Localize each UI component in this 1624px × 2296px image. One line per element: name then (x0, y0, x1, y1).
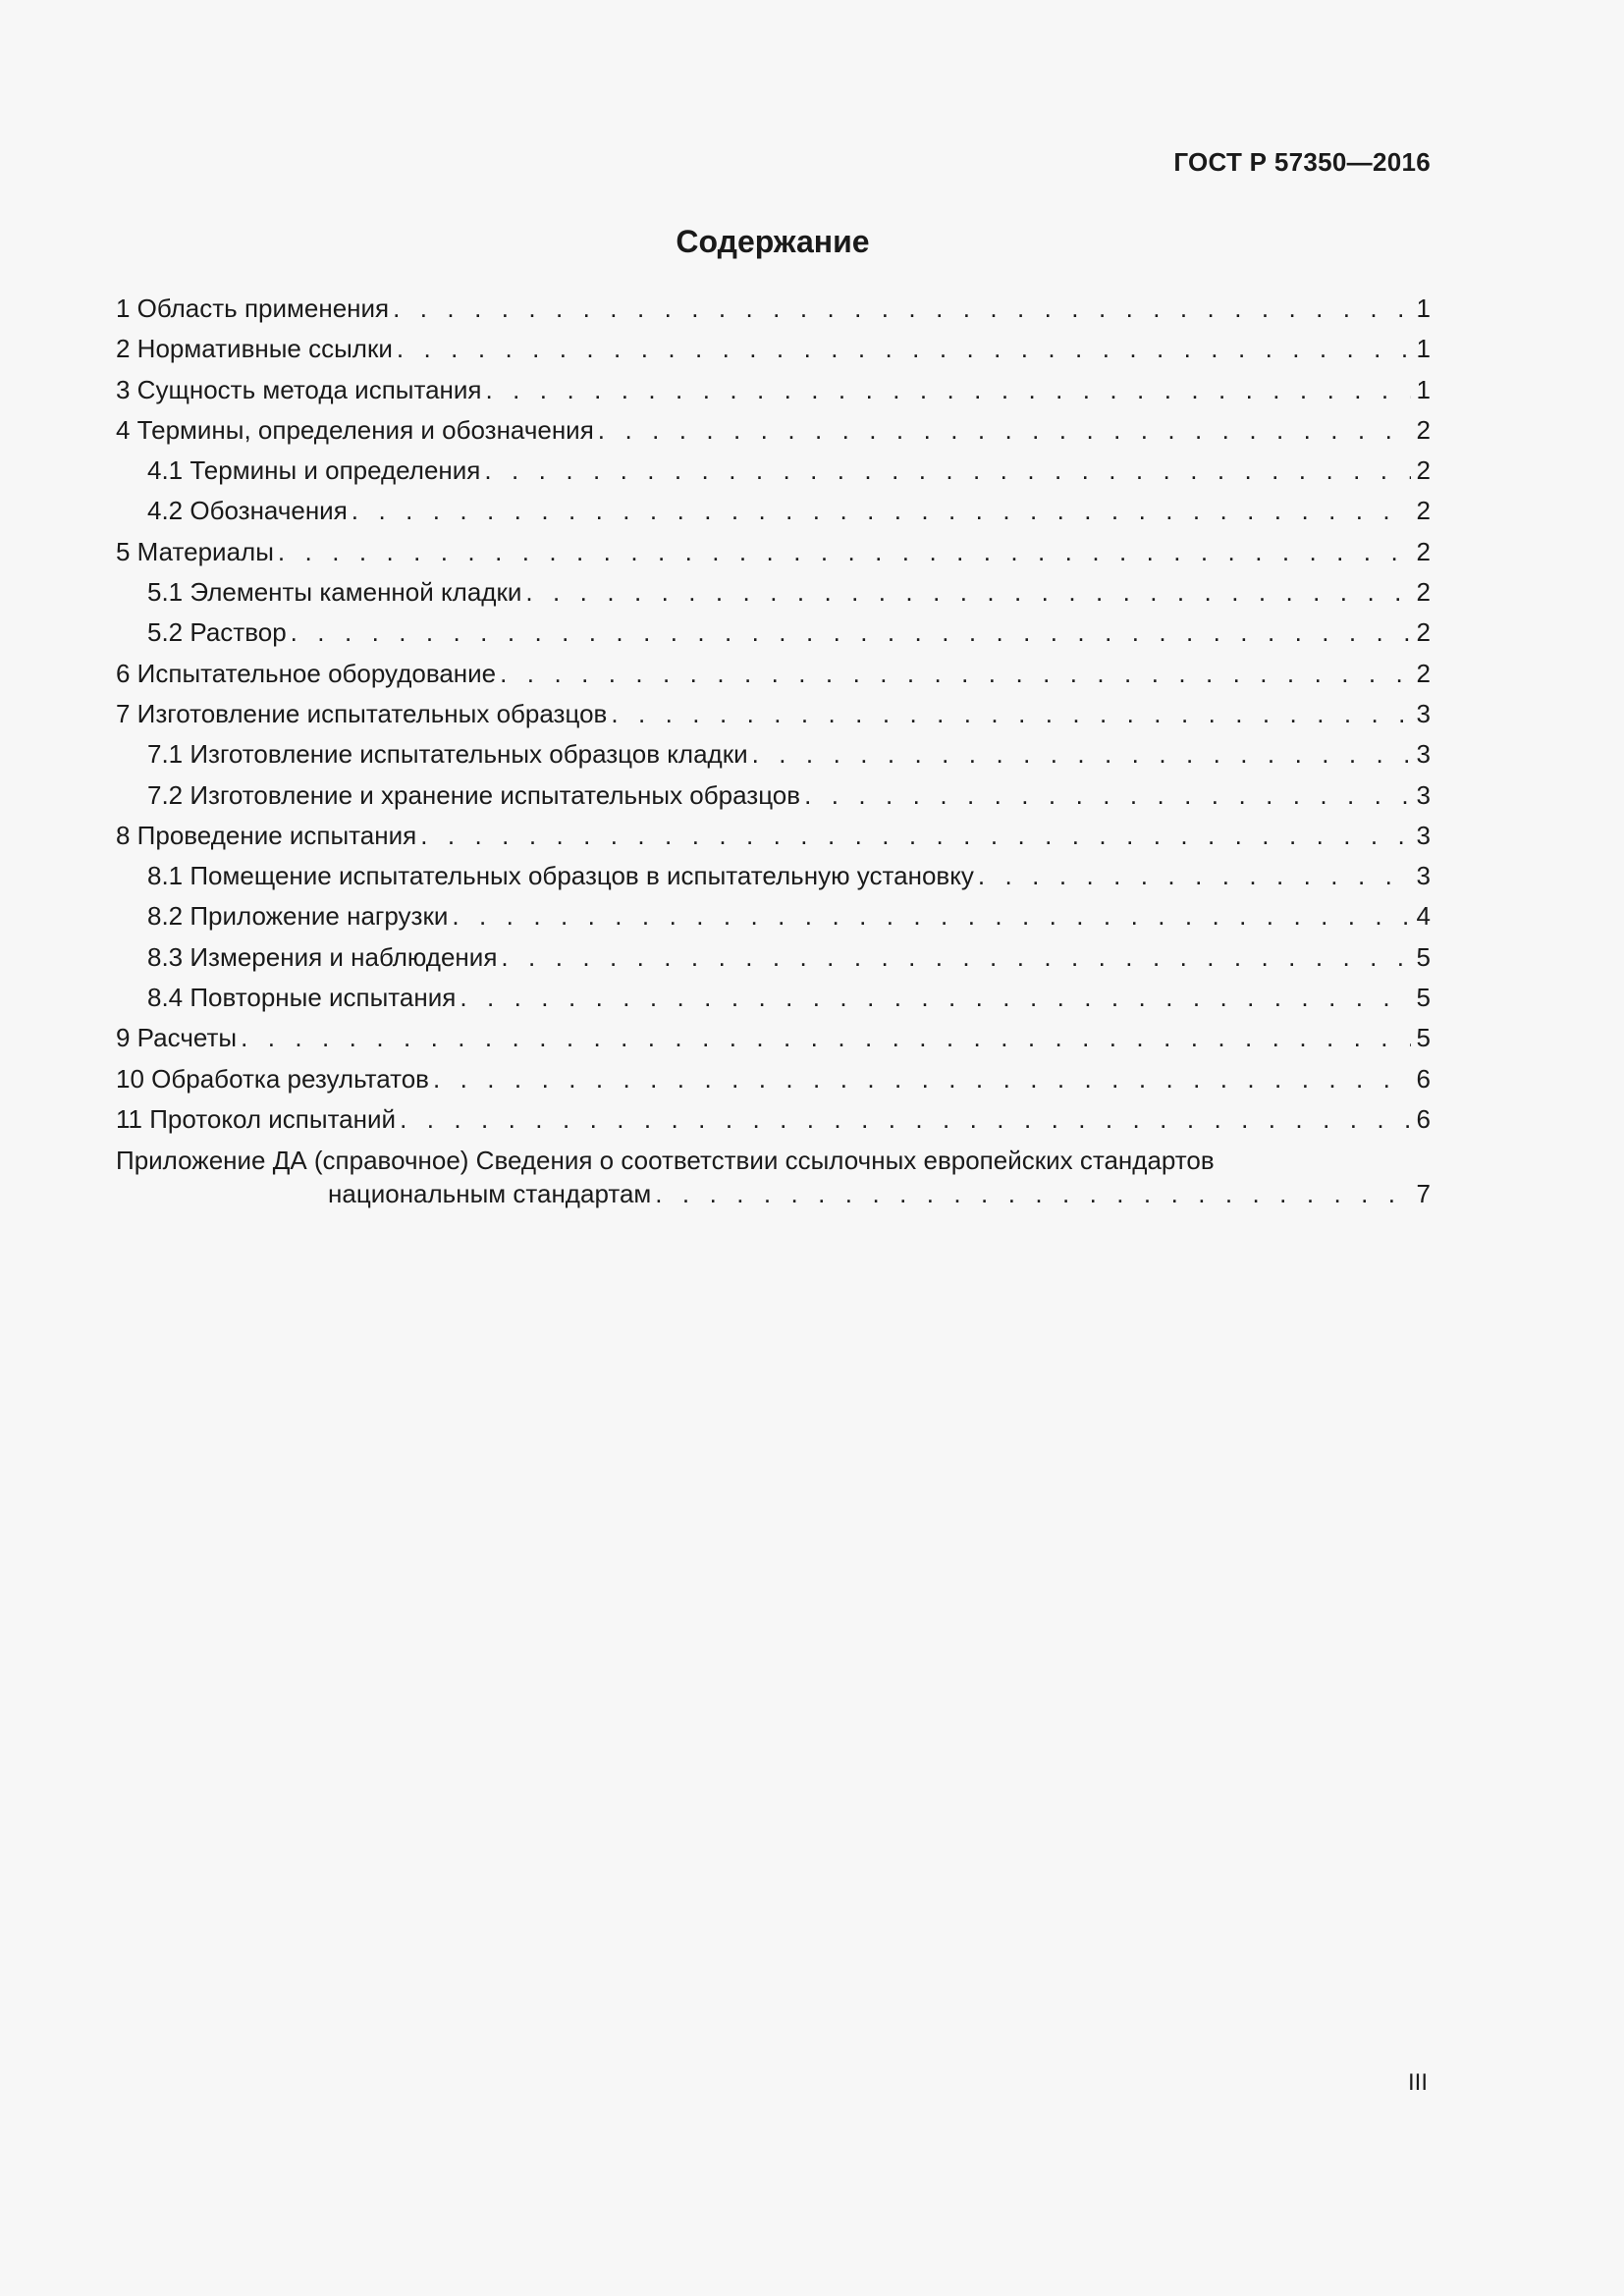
toc-entry-page: 6 (1416, 1063, 1431, 1094)
toc-leader-dots (486, 370, 1411, 410)
toc-entry[interactable] (116, 694, 1431, 734)
toc-subentry[interactable] (116, 613, 1431, 653)
toc-entry-label: 4.1 Термины и определения (147, 455, 481, 486)
toc-entry-label: 4.2 Обозначения (147, 496, 348, 526)
toc-leader-dots (460, 978, 1410, 1018)
toc-entry-label: 4 Термины, определения и обозначения (116, 414, 594, 445)
toc-subentry[interactable] (116, 775, 1431, 816)
toc-entry[interactable] (116, 654, 1431, 694)
toc-entry[interactable] (116, 1059, 1431, 1099)
toc-entry-page: 1 (1416, 334, 1431, 364)
toc-subentry[interactable] (116, 856, 1431, 896)
page-number: III (1407, 2069, 1428, 2096)
toc-entry-label: 1 Область применения (116, 294, 390, 323)
toc-entry-label: 7.2 Изготовление и хранение испытательных образцов (147, 779, 801, 810)
toc-entry-page: 5 (1416, 1023, 1431, 1053)
toc-entry-page: 1 (1416, 294, 1431, 323)
toc-entry-label: 5.1 Элементы каменной кладки (147, 577, 522, 608)
toc-entry-label: 8 Проведение испытания (116, 820, 417, 850)
toc-leader-dots (484, 451, 1410, 491)
document-code: ГОСТ Р 57350—2016 (1173, 147, 1431, 177)
toc-entry-label: 6 Испытательное оборудование (116, 658, 497, 688)
toc-entry[interactable] (116, 1099, 1431, 1140)
toc-entry-label: 7.1 Изготовление испытательных образцов кладки (147, 739, 748, 770)
toc-subentry[interactable] (116, 937, 1431, 978)
table-of-contents (116, 289, 1431, 1210)
toc-leader-dots (500, 654, 1410, 694)
toc-leader-dots (397, 329, 1411, 369)
toc-annex-title: Приложение ДА (справочное) Сведения о соответствии ссылочных европейских стандартов (116, 1146, 1215, 1176)
toc-entry-page: 2 (1416, 414, 1431, 445)
toc-entry-page: 3 (1416, 698, 1431, 728)
toc-leader-dots (420, 816, 1410, 856)
toc-entry-page: 2 (1416, 658, 1431, 688)
toc-entry-page: 1 (1416, 374, 1431, 404)
toc-entry-page: 5 (1416, 983, 1431, 1013)
toc-entry-page: 4 (1416, 901, 1431, 932)
toc-leader-dots (655, 1177, 1410, 1210)
toc-entry[interactable] (116, 329, 1431, 369)
toc-entry-page: 2 (1416, 577, 1431, 608)
toc-subentry[interactable] (116, 896, 1431, 936)
toc-entry[interactable] (116, 532, 1431, 572)
toc-subentry[interactable] (116, 734, 1431, 774)
toc-subentry[interactable] (116, 491, 1431, 531)
toc-leader-dots (352, 491, 1411, 531)
toc-entry[interactable] (116, 1018, 1431, 1058)
toc-entry-label: 8.4 Повторные испытания (147, 983, 457, 1013)
toc-entry-page: 2 (1416, 455, 1431, 486)
toc-annex-page: 7 (1416, 1179, 1431, 1209)
toc-leader-dots (241, 1018, 1410, 1058)
toc-subentry[interactable] (116, 572, 1431, 613)
toc-subentry[interactable] (116, 451, 1431, 491)
toc-entry-label: 8.3 Измерения и наблюдения (147, 941, 498, 972)
toc-leader-dots (978, 856, 1411, 896)
toc-annex-entry[interactable] (116, 1144, 1431, 1210)
toc-leader-dots (611, 694, 1410, 734)
toc-entry-page: 5 (1416, 941, 1431, 972)
toc-leader-dots (452, 896, 1410, 936)
toc-subentry[interactable] (116, 978, 1431, 1018)
toc-entry-page: 3 (1416, 820, 1431, 850)
toc-leader-dots (433, 1059, 1411, 1099)
toc-leader-dots (291, 613, 1411, 653)
toc-entry-label: 8.2 Приложение нагрузки (147, 901, 449, 932)
toc-entry-page: 2 (1416, 617, 1431, 648)
toc-entry-page: 6 (1416, 1103, 1431, 1134)
toc-entry[interactable] (116, 289, 1431, 329)
toc-entry-label: 5.2 Раствор (147, 617, 287, 648)
toc-leader-dots (400, 1099, 1410, 1140)
toc-leader-dots (525, 572, 1410, 613)
toc-leader-dots (278, 532, 1411, 572)
toc-leader-dots (393, 289, 1410, 329)
toc-entry-page: 2 (1416, 536, 1431, 566)
toc-entry[interactable] (116, 370, 1431, 410)
toc-entry-page: 3 (1416, 739, 1431, 770)
toc-entry-page: 3 (1416, 779, 1431, 810)
toc-leader-dots (598, 410, 1411, 451)
toc-entry[interactable] (116, 816, 1431, 856)
toc-entry-page: 3 (1416, 861, 1431, 891)
toc-entry-label: 3 Сущность метода испытания (116, 374, 482, 404)
toc-entry[interactable] (116, 410, 1431, 451)
toc-leader-dots (501, 937, 1410, 978)
toc-entry-label: 5 Материалы (116, 536, 274, 566)
toc-entry-label: 2 Нормативные ссылки (116, 334, 393, 364)
toc-entry-label: 8.1 Помещение испытательных образцов в испытательную установку (147, 861, 974, 891)
toc-entry-label: 9 Расчеты (116, 1023, 238, 1053)
toc-entry-label: 10 Обработка результатов (116, 1063, 429, 1094)
toc-entry-page: 2 (1416, 496, 1431, 526)
toc-leader-dots (804, 775, 1410, 816)
toc-entry-label: 11 Протокол испытаний (116, 1103, 397, 1134)
toc-entry-label: 7 Изготовление испытательных образцов (116, 698, 608, 728)
toc-title: Содержание (676, 224, 870, 259)
toc-annex-title-continued: национальным стандартам (328, 1179, 652, 1209)
toc-annex-continuation (116, 1177, 1431, 1210)
toc-leader-dots (752, 734, 1411, 774)
